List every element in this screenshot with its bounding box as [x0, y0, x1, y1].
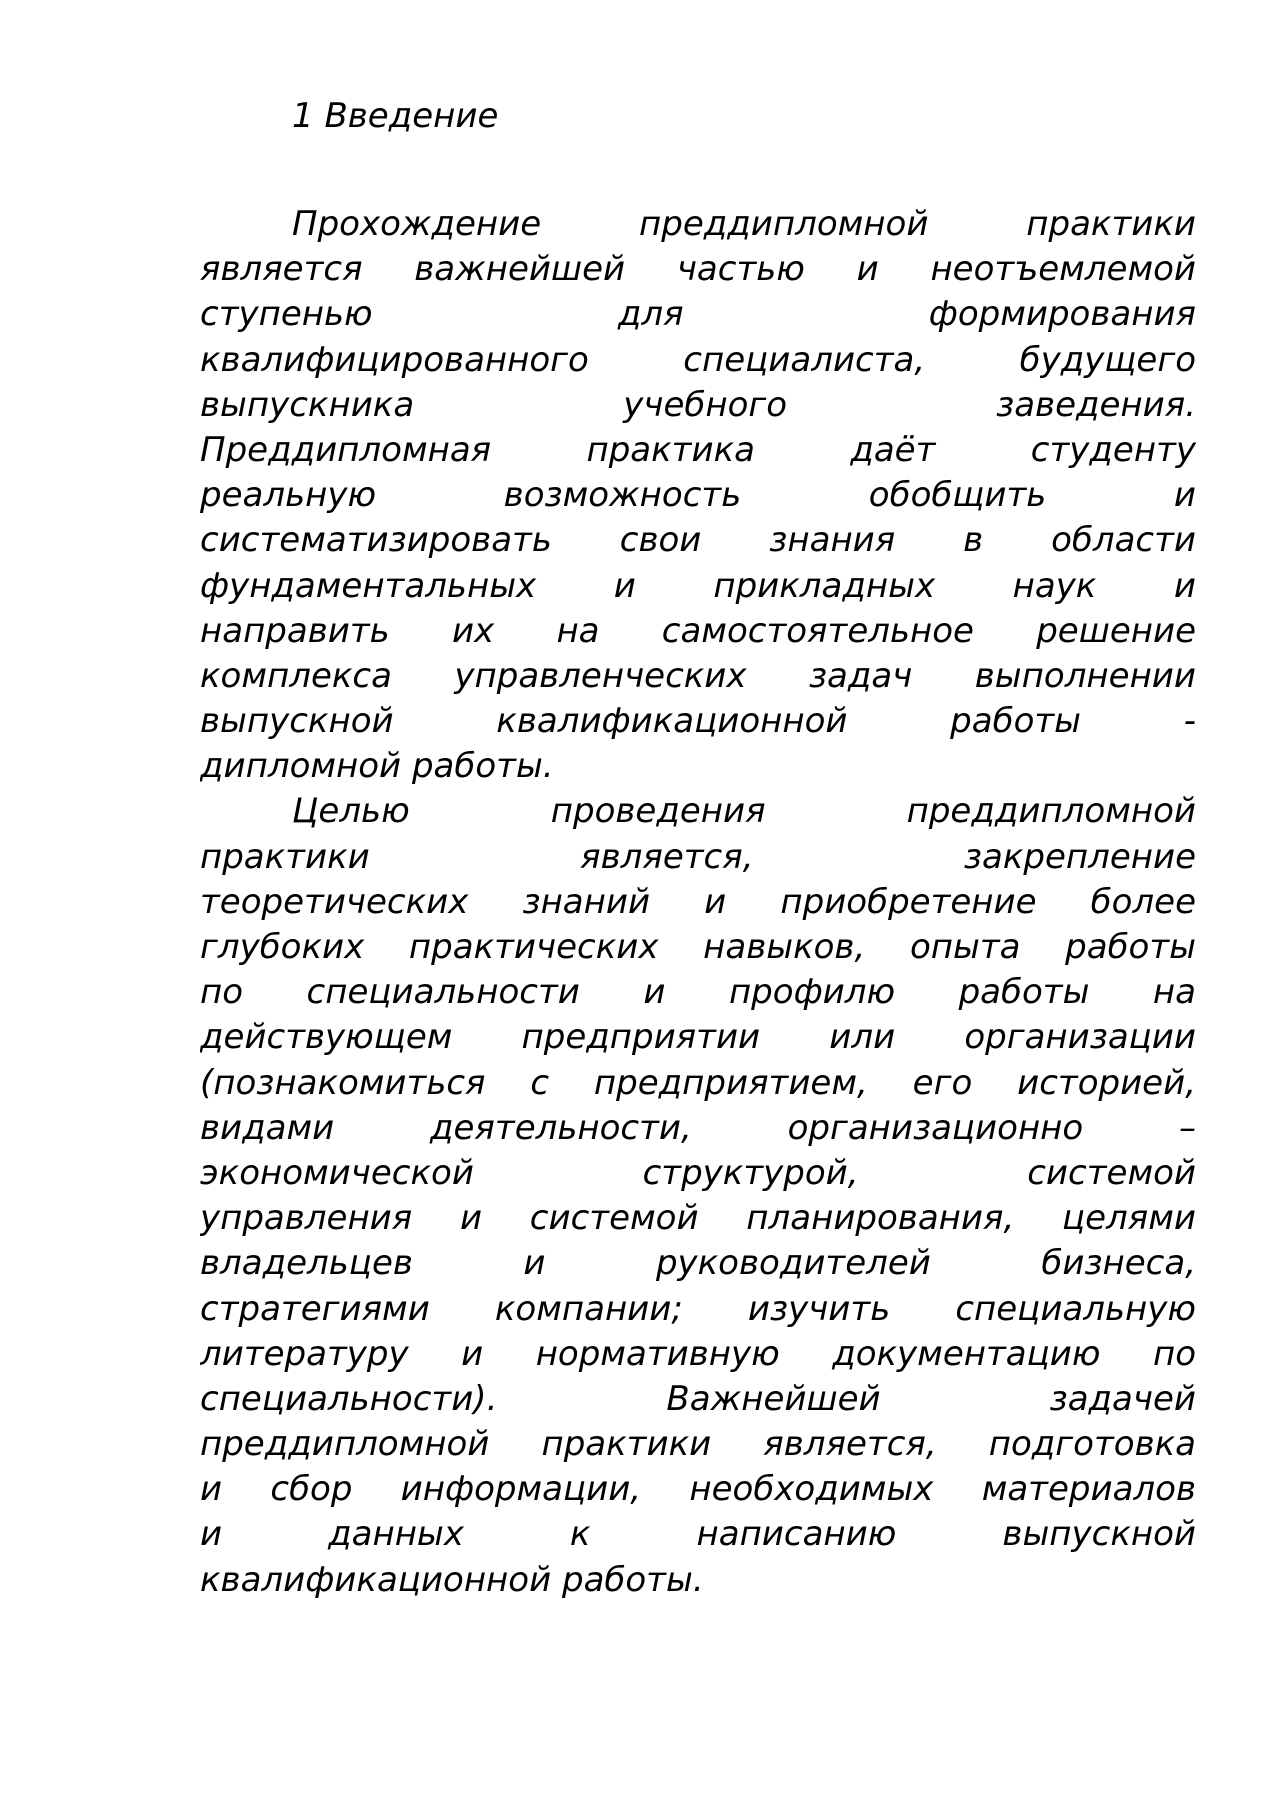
- text-line: квалифицированного специалиста, будущего: [200, 339, 1196, 380]
- text-line: владельцев и руководителей бизнеса,: [200, 1243, 1196, 1284]
- paragraph-2: [200, 789, 1196, 1602]
- text-line: квалификационной работы.: [200, 1559, 704, 1600]
- text-line: литературу и нормативную документацию по: [200, 1333, 1196, 1374]
- text-line: ступенью для формирования: [200, 294, 1196, 335]
- text-line: направить их на самостоятельное решение: [200, 610, 1196, 651]
- text-line: Прохождение преддипломной практики: [292, 204, 1196, 244]
- paragraph-1: [200, 202, 1196, 789]
- text-line: систематизировать свои знания в области: [200, 520, 1196, 561]
- text-line: теоретических знаний и приобретение более: [200, 881, 1196, 922]
- text-line: и данных к написанию выпускной: [200, 1514, 1196, 1555]
- text-line: экономической структурой, системой: [200, 1152, 1196, 1193]
- text-line: глубоких практических навыков, опыта работы: [200, 927, 1196, 967]
- text-line: является важнейшей частью и неотъемлемой: [200, 249, 1196, 290]
- text-line: (познакомиться с предприятием, его историей,: [200, 1062, 1196, 1103]
- text-line: видами деятельности, организационно –: [200, 1107, 1196, 1148]
- text-line: Целью проведения преддипломной: [292, 791, 1196, 832]
- text-line: комплекса управленческих задач выполнении: [200, 655, 1196, 696]
- section-heading: 1 Введение: [292, 96, 499, 136]
- text-line: стратегиями компании; изучить специальную: [200, 1288, 1196, 1329]
- body-text: [200, 202, 1196, 1603]
- text-line: выпускной квалификационной работы -: [200, 701, 1196, 742]
- text-line: специальности). Важнейшей задачей: [200, 1378, 1196, 1419]
- text-line: преддипломной практики является, подготовка: [200, 1424, 1196, 1465]
- text-line: дипломной работы.: [200, 746, 554, 787]
- text-line: практики является, закрепление: [200, 836, 1196, 877]
- text-line: реальную возможность обобщить и: [200, 475, 1196, 516]
- text-line: фундаментальных и прикладных наук и: [200, 565, 1196, 606]
- text-line: выпускника учебного заведения.: [200, 384, 1196, 425]
- text-line: действующем предприятии или организации: [200, 1017, 1196, 1058]
- text-line: управления и системой планирования, целями: [200, 1198, 1196, 1239]
- text-line: и сбор информации, необходимых материалов: [200, 1469, 1196, 1510]
- text-line: Преддипломная практика даёт студенту: [200, 429, 1196, 470]
- text-line: по специальности и профилю работы на: [200, 972, 1196, 1013]
